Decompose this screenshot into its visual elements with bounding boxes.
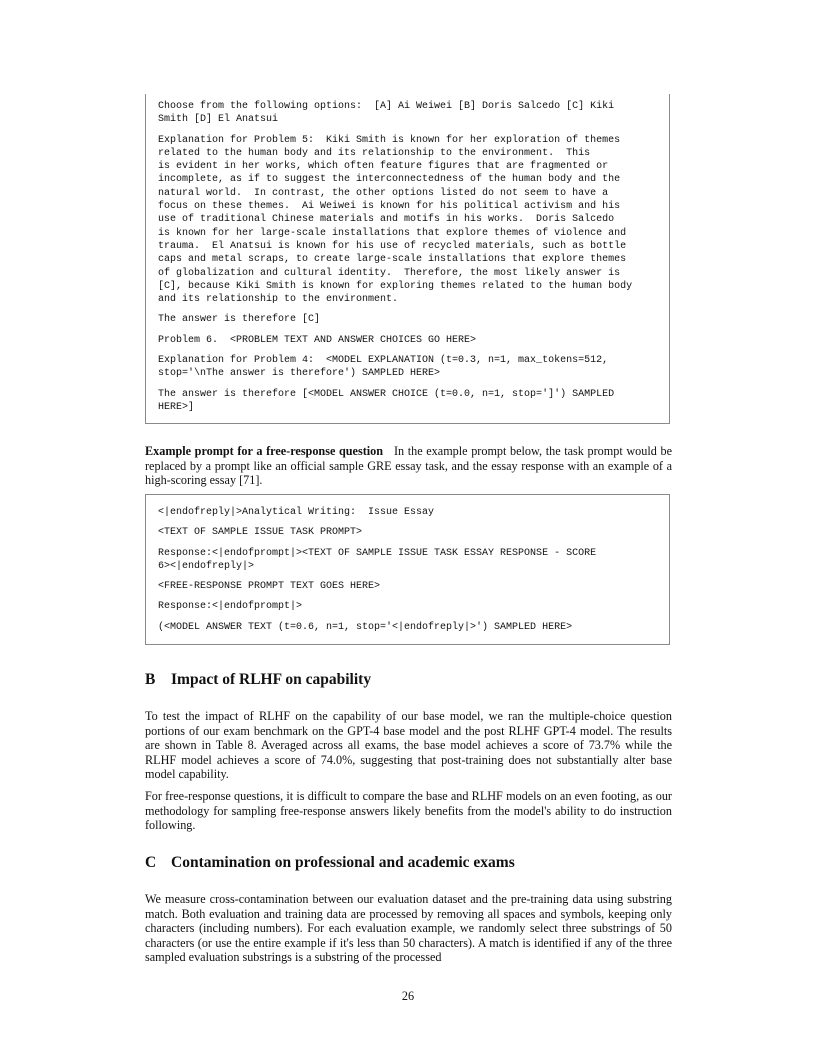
- section-c-paragraph: We measure cross-contamination between our evaluation dataset and the pre-training data using substring match. Both evaluation and training data are processed by removing all spaces and symbols, keeping only characters (including numbers). For each evaluation example, we randomly select three substrings of 50 characters (or use the entire example if it's less than 50 characters). A match is identified if any of the three sampled evaluation substrings is a substring of the processed: [145, 892, 672, 965]
- section-title: Impact of RLHF on capability: [171, 671, 372, 688]
- code-line: Choose from the following options: [A] Ai Weiwei [B] Doris Salcedo [C] Kiki Smith [D] El Anatsui: [158, 101, 615, 126]
- section-number: B: [145, 671, 156, 688]
- code-line: The answer is therefore [<MODEL ANSWER CHOICE (t=0.0, n=1, stop=']') SAMPLED HERE>]: [158, 388, 615, 413]
- section-c-heading: [145, 854, 515, 872]
- section-b-paragraph: For free-response questions, it is difficult to compare the base and RLHF models on an even footing, as our methodology for sampling free-response answers likely benefits from the model's ability to do instruction following.: [145, 789, 672, 833]
- page-number: 26: [401, 989, 415, 1003]
- section-b-heading: [145, 671, 371, 689]
- code-block-free-response: [145, 494, 670, 645]
- code-line: (<MODEL ANSWER TEXT (t=0.6, n=1, stop='<|endofreply|>') SAMPLED HERE>: [158, 621, 573, 633]
- run-in-title: Example prompt for a free-response question: [145, 444, 384, 458]
- code-line: Explanation for Problem 4: <MODEL EXPLANATION (t=0.3, n=1, max_tokens=512, stop='\nThe answer is therefore') SAMPLED HERE>: [158, 355, 609, 380]
- code-line: Response:<|endofprompt|><TEXT OF SAMPLE ISSUE TASK ESSAY RESPONSE - SCORE 6><|endofreply|>: [158, 547, 597, 572]
- code-line: Explanation for Problem 5: Kiki Smith is known for her exploration of themes related to the human body and its relationship to the environment. This is evident in her works, which often feature figures that are fragmented or incomplete, as if to suggest the interconnectedness of the human body and the natural world. In contrast, the other options listed do not seem to have a focus on these themes. Ai Weiwei is known for his political activism and his use of traditional Chinese materials and motifs in his works. Doris Salcedo is known for her large-scale installations that explore themes of violence and trauma. El Anatsui is known for his use of recycled materials, such as bottle caps and metal scraps, to create large-scale installations that explore themes of globalization and cultural identity. Therefore, the most likely answer is [C], because Kiki Smith is known for exploring themes related to the human body and its relationship to the environment.: [158, 134, 633, 306]
- code-line: Problem 6. <PROBLEM TEXT AND ANSWER CHOICES GO HERE>: [158, 334, 477, 346]
- code-line: <TEXT OF SAMPLE ISSUE TASK PROMPT>: [158, 527, 363, 539]
- code-block-problem-5: [145, 94, 670, 424]
- code-line: Response:<|endofprompt|>: [158, 601, 303, 613]
- paragraph-body: In the example prompt below, the task prompt would be replaced by a prompt like an official sample GRE essay task, and the essay response with an example of a high-scoring essay [71].: [145, 444, 672, 488]
- section-number: C: [145, 854, 157, 871]
- section-b-paragraph: To test the impact of RLHF on the capability of our base model, we ran the multiple-choice question portions of our exam benchmark on the GPT-4 base model and the post RLHF GPT-4 model. The results are shown in Table 8. Averaged across all exams, the base model achieves a score of 73.7% while the RLHF model achieves a score of 74.0%, suggesting that post-training does not substantially alter base model capability.: [145, 709, 672, 782]
- free-response-paragraph: [145, 444, 672, 488]
- section-title: Contamination on professional and academic exams: [171, 854, 515, 871]
- code-line: The answer is therefore [C]: [158, 314, 321, 326]
- code-line: <FREE-RESPONSE PROMPT TEXT GOES HERE>: [158, 581, 381, 593]
- code-line: <|endofreply|>Analytical Writing: Issue Essay: [158, 507, 435, 518]
